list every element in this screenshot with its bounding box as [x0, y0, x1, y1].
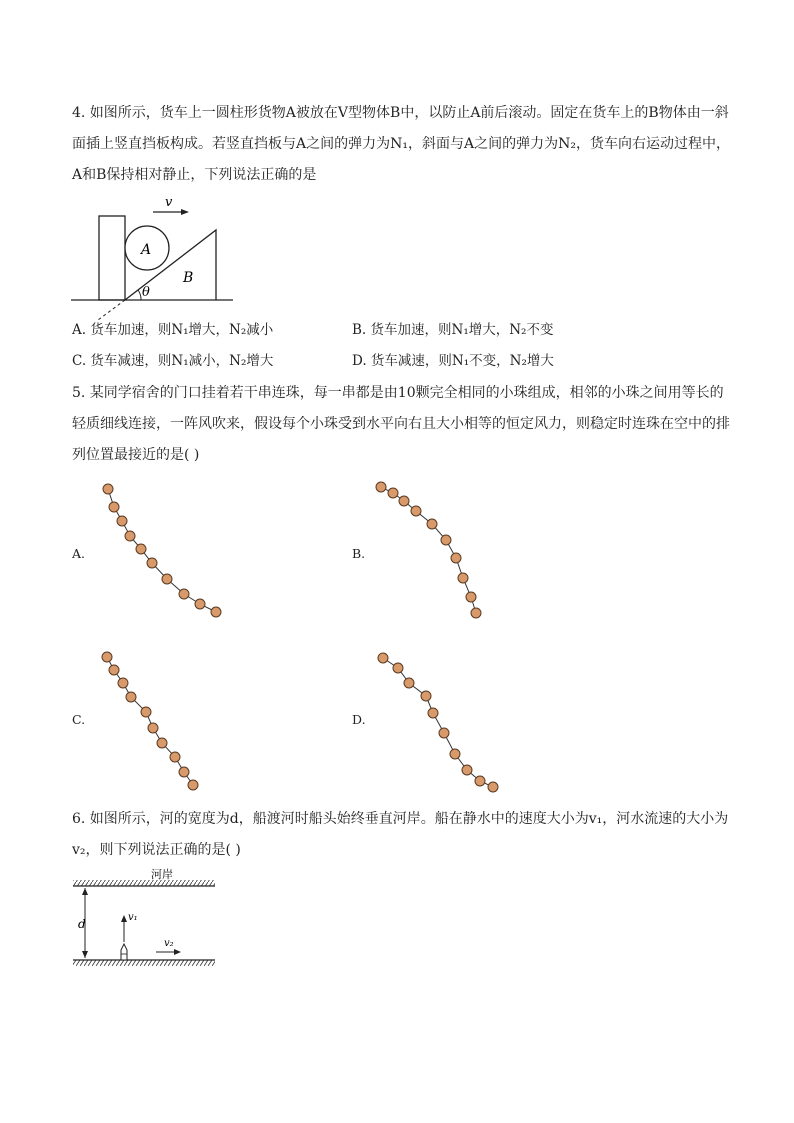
- q6-stem: 6. 如图所示，河的宽度为d，船渡河时船头始终垂直河岸。船在静水中的速度大小为v₁，河水流速的大小为v₂，则下列说法正确的是( ): [72, 811, 729, 858]
- bead: [117, 516, 127, 526]
- bead: [441, 535, 451, 545]
- bead: [458, 573, 468, 583]
- bead: [471, 608, 481, 618]
- q4-figure: [68, 192, 238, 302]
- bead: [179, 767, 189, 777]
- bead-string: [383, 658, 493, 787]
- q4-fig-A: A: [141, 242, 152, 258]
- bead: [428, 708, 438, 718]
- bead: [466, 592, 476, 602]
- bead: [388, 488, 398, 498]
- bead: [157, 738, 167, 748]
- bead: [378, 653, 388, 663]
- q4-fig-theta: θ: [142, 285, 150, 300]
- q4-option-c[interactable]: C. 货车减速，则N₁减小，N₂增大: [72, 353, 274, 369]
- q6-fig-v2: v₂: [164, 938, 174, 949]
- bead: [475, 776, 485, 786]
- bead: [141, 707, 151, 717]
- bead: [125, 531, 135, 541]
- bead: [462, 765, 472, 775]
- bead: [450, 749, 460, 759]
- bead: [488, 782, 498, 792]
- bead: [399, 496, 409, 506]
- bead: [162, 574, 172, 584]
- q4-fig-B: B: [183, 270, 194, 286]
- q5-stem: 5. 某同学宿舍的门口挂着若干串连珠，每一串都是由10颗完全相同的小珠组成，相邻的小珠之间用等长的轻质细线连接，一阵风吹来，假设每个小珠受到水平向右且大小相等的恒定风力，则稳定时连珠在空中的排列位置最接近的是( ): [72, 385, 730, 463]
- bead: [109, 502, 119, 512]
- bead: [211, 607, 221, 617]
- bead: [188, 780, 198, 790]
- q6-figure: [68, 870, 228, 970]
- bead: [136, 544, 146, 554]
- q4-stem: 4. 如图所示，货车上一圆柱形货物A被放在V型物体B中，以防止A前后滚动。固定在货车上的B物体由一斜面插上竖直挡板构成。若竖直挡板与A之间的弹力为N₁，斜面与A之间的弹力为N₂，货车向右运动过程中，A和B保持相对静止，下列说法正确的是: [72, 105, 730, 183]
- bead: [118, 678, 128, 688]
- q5-option-d-label[interactable]: D.: [352, 712, 366, 727]
- bead: [109, 665, 119, 675]
- q6-fig-d: d: [78, 917, 86, 931]
- q6-fig-bank: 河岸: [151, 868, 173, 881]
- bead: [439, 728, 449, 738]
- q4-option-b[interactable]: B. 货车加速，则N₁增大，N₂不变: [352, 322, 554, 338]
- bead-string: [381, 487, 476, 613]
- bead-string: [107, 657, 193, 785]
- bead: [451, 553, 461, 563]
- bead: [393, 663, 403, 673]
- bead: [376, 482, 386, 492]
- bead: [195, 599, 205, 609]
- bead: [421, 691, 431, 701]
- bead: [170, 752, 180, 762]
- q4-option-d[interactable]: D. 货车减速，则N₁不变，N₂增大: [352, 353, 554, 369]
- bead: [103, 484, 113, 494]
- bead: [147, 558, 157, 568]
- q5-option-c-label[interactable]: C.: [72, 712, 86, 727]
- bead-string: [108, 489, 216, 612]
- q5-option-a-label[interactable]: A.: [72, 546, 86, 561]
- q5-option-b-label[interactable]: B.: [352, 546, 366, 561]
- bead: [404, 678, 414, 688]
- q6-fig-v1: v₁: [128, 912, 138, 923]
- q4-option-a[interactable]: A. 货车加速，则N₁增大，N₂减小: [72, 322, 274, 338]
- bead: [102, 652, 112, 662]
- bead: [427, 519, 437, 529]
- bead: [411, 506, 421, 516]
- bead: [148, 723, 158, 733]
- q4-fig-v: v: [165, 195, 173, 210]
- bead: [126, 692, 136, 702]
- bead: [179, 589, 189, 599]
